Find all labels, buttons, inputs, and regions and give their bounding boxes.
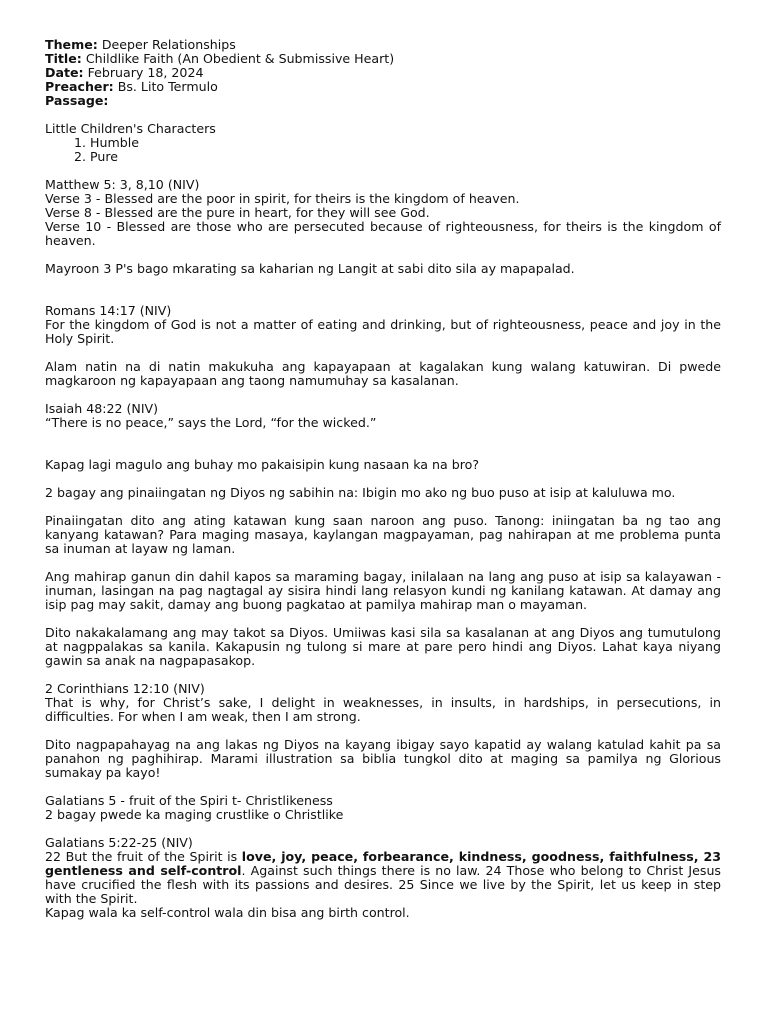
body-paragraph: 2 bagay ang pinaiingatan ng Diyos ng sabihin na: Ibigin mo ako ng buo puso at isip at kaluluwa mo. — [45, 485, 676, 500]
passage-label: Passage: — [45, 93, 109, 108]
matthew-verse-10: Verse 10 - Blessed are those who are persecuted because of righteousness, for theirs is the kingdom of heaven. — [45, 219, 721, 248]
date-line — [45, 66, 721, 80]
preacher-label: Preacher: — [45, 79, 114, 94]
isaiah-reference: Isaiah 48:22 (NIV) — [45, 401, 159, 416]
characters-heading: Little Children's Characters — [45, 121, 216, 136]
list-item: 1. Humble — [90, 136, 721, 150]
title-line — [45, 52, 721, 66]
romans-note: Alam natin na di natin makukuha ang kapayapaan at kagalakan kung walang katuwiran. Di pwede magkaroon ng kapayapaan ang taong namumuhay sa kasalanan. — [45, 359, 721, 388]
body-paragraph: Ang mahirap ganun din dahil kapos sa maraming bagay, inilalaan na lang ang puso at isip sa kalayawan - inuman, lasingan na pag nagtagal ay sisira hindi lang relasyon kundi ng kanilang katawan. At damay ang isip pag may sakit, damay ang buong pagkatao at pamilya mahirap man o mayaman. — [45, 569, 721, 612]
isaiah-text: “There is no peace,” says the Lord, “for the wicked.” — [45, 415, 377, 430]
characters-list — [45, 136, 721, 164]
romans-reference: Romans 14:17 (NIV) — [45, 303, 172, 318]
preacher-line — [45, 80, 721, 94]
passage-line — [45, 94, 721, 108]
matthew-verse-3: Verse 3 - Blessed are the poor in spirit, for theirs is the kingdom of heaven. — [45, 191, 520, 206]
galatians-subheading: 2 bagay pwede ka maging crustlike o Christlike — [45, 807, 344, 822]
title-label: Title: — [45, 51, 82, 66]
body-paragraph: Pinaiingatan dito ang ating katawan kung saan naroon ang puso. Tanong: iniingatan ba ng tao ang kanyang katawan? Para maging masaya, kaylangan magpayaman, pag nahirapan at me problema punta sa inuman at layaw ng laman. — [45, 513, 721, 556]
body-paragraph: Kapag lagi magulo ang buhay mo pakaisipin kung nasaan ka na bro? — [45, 457, 480, 472]
header-block — [45, 38, 721, 108]
galatians-text-start: 22 But the fruit of the Spirit is — [45, 849, 242, 864]
date-value: February 18, 2024 — [87, 65, 204, 80]
title-value: Childlike Faith (An Obedient & Submissive Heart) — [85, 51, 395, 66]
corinthians-text: That is why, for Christ’s sake, I delight in weaknesses, in insults, in hardships, in persecutions, in difficulties. For when I am weak, then I am strong. — [45, 695, 721, 724]
matthew-reference: Matthew 5: 3, 8,10 (NIV) — [45, 177, 200, 192]
galatians-text — [45, 850, 721, 906]
galatians-text-end: . Against such things there is no law. 24 Those who belong to Christ Jesus have crucified the flesh with its passions and desires. 25 Since we live by the Spirit, let us keep in step with the Spirit. — [45, 863, 721, 906]
corinthians-reference: 2 Corinthians 12:10 (NIV) — [45, 681, 205, 696]
document-content — [45, 38, 721, 920]
preacher-value: Bs. Lito Termulo — [117, 79, 218, 94]
matthew-verse-8: Verse 8 - Blessed are the pure in heart, for they will see God. — [45, 205, 430, 220]
corinthians-note: Dito nagpapahayag na ang lakas ng Diyos na kayang ibigay sayo kapatid ay walang katulad kahit pa sa panahon ng paghihirap. Marami illustration sa biblia tungkol dito at maging sa pamilya ng Glorious sumakay pa kayo! — [45, 737, 721, 780]
closing-line: Kapag wala ka self-control wala din bisa ang birth control. — [45, 905, 410, 920]
list-item: 2. Pure — [90, 150, 721, 164]
theme-line — [45, 38, 721, 52]
fruit-of-spirit-list: love, joy, peace, forbearance, kindness, goodness, faithfulness, 23 gentleness and self-control — [45, 849, 721, 878]
date-label: Date: — [45, 65, 84, 80]
theme-label: Theme: — [45, 37, 98, 52]
galatians-reference: Galatians 5:22-25 (NIV) — [45, 835, 193, 850]
matthew-note: Mayroon 3 P's bago mkarating sa kaharian ng Langit at sabi dito sila ay mapapalad. — [45, 261, 575, 276]
romans-text: For the kingdom of God is not a matter of eating and drinking, but of righteousness, peace and joy in the Holy Spirit. — [45, 317, 721, 346]
body-paragraph: Dito nakakalamang ang may takot sa Diyos. Umiiwas kasi sila sa kasalanan at ang Diyos ang tumutulong at nagppalakas sa kanila. Kakapusin ng tulong si mare at pare pero hindi ang Diyos. Lahat kaya niyang gawin sa anak na nagpapasakop. — [45, 625, 721, 668]
theme-value: Deeper Relationships — [101, 37, 236, 52]
galatians-heading: Galatians 5 - fruit of the Spiri t- Christlikeness — [45, 793, 333, 808]
